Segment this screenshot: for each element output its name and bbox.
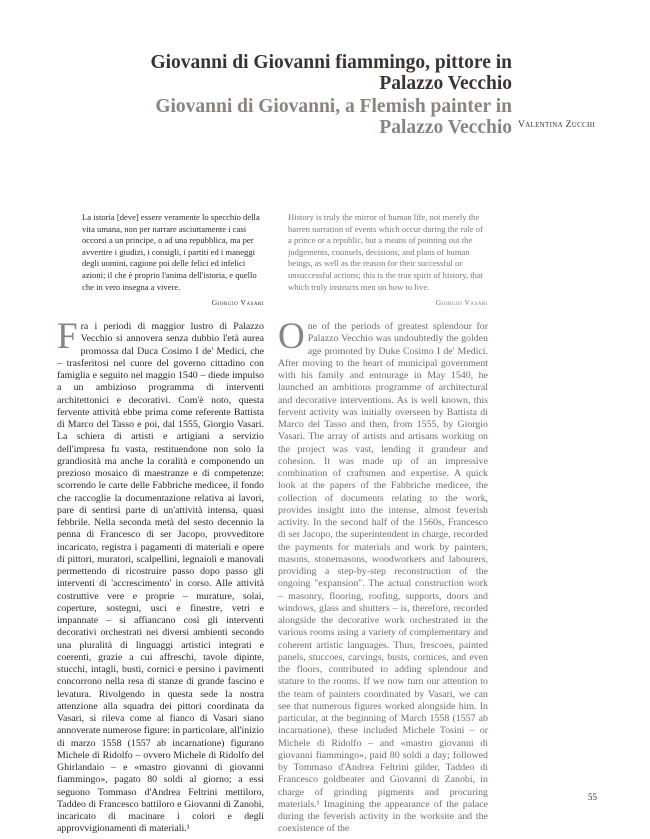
page-number: 55	[588, 792, 597, 802]
epigraph-italian-attribution: Giorgio Vasari	[211, 298, 264, 308]
epigraph-italian	[82, 212, 264, 309]
author-name: Valentina Zucchi	[518, 120, 595, 130]
epigraph-italian-text: La istoria [deve] essere veramente lo specchio della vita umana, non per narrare asciuttamente i casi occorsi a un principe, o ad una repubblica, ma per avvertire i giudizi, i consigli, i partiti ed i maneggi degli uomini, cagione poi delle felici ed infelici azioni; il che è proprio l'anima dell'istoria, e quello che in vero insegna a vivere.	[82, 212, 260, 292]
italian-body-text: ra i periodi di maggior lustro di Palazzo Vecchio si annovera senza dubbio l'età aurea promossa dal Duca Cosimo I de' Medici, che – trasferitosi nel cuore del governo cittadino con famiglia e seguito nel maggio 1540 – diede impulso a un ambizioso programma di interventi architettonici e decorativi. Com'è noto, questa fervente attività ebbe prima come referente Battista di Marco del Tasso e poi, dal 1555, Giorgio Vasari. La schiera di artisti e artigiani a servizio dell'impresa fu vasta, restituendone non solo la grandiosità ma anche la coralità e componendo un prezioso mosaico di maestranze e di competenze: scorrendo le carte delle Fabbriche medicee, il fondo che raccoglie la documentazione relativa ai lavori, pare di sentirsi parte di un'attività intensa, quasi febbrile. Nella seconda metà del sesto decennio la penna di Francesco di ser Jacopo, provveditore incaricato, registra i pagamenti di materiali e opere di pittori, muratori, scalpellini, legnaioli e manovali permettendo di ricostruire passo dopo passo gli interventi di 'accrescimento' in corso. Alle attività costruttive vere e proprie – murature, solai, coperture, sostegni, usci e finestre, vetri e impannate – si affiancano così gli interventi decorativi orchestrati nei diversi ambienti secondo una pluralità di linguaggi artistici integrati e coerenti, grazie a cui affreschi, tavole dipinte, stucchi, intagli, busti, cornici e persino i pavimenti concorrono nella resa di stanze di grande fascino e levatura. Rivolgendo in questa sede la nostra attenzione alla squadra dei pittori coordinata da Vasari, si rileva come al fianco di Vasari siano annoverate numerose figure: in particolare, all'inizio di marzo 1558 (1557 ab incarnatione) figurano Michele di Ridolfo – ovvero Michele di Ridolfo del Ghirlandaio – e «mastro giovanni di giovanni fiammingo», pagato 80 soldi al giorno; a essi seguono Tommaso d'Andrea Feltrini mettiloro, Taddeo di Francesco battiloro e Giovanni di Zanobi, incaricato di macinare i colori e degli approvvigionamenti di materiali.¹	[57, 321, 264, 835]
body-italian-column	[57, 316, 264, 836]
italian-dropcap: F	[57, 316, 78, 357]
english-body-text: ne of the periods of greatest splendour for Palazzo Vecchio was undoubtedly the golden age promoted by Duke Cosimo I de' Medici. After moving to the heart of municipal government with his family and entourage in May 1540, he launched an ambitious programme of architectural and decorative interventions. As is well known, this fervent activity was initially overseen by Battista di Marco del Tasso and then, from 1555, by Giorgio Vasari. The array of artists and artisans working on the project was vast, lending it grandeur and cohesion. It was made up of an impressive combination of craftsmen and expertise. A quick look at the papers of the Fabbriche medicee, the collection of documents relating to the work, provides insight into the intense, almost feverish activity. In the second half of the 1560s, Francesco di ser Jacopo, the superintendent in charge, recorded the payments for materials and work by painters, masons, stonemasons, woodworkers and labourers, providing a step-by-step reconstruction of the ongoing "expansion". The actual construction work – masonry, flooring, roofing, supports, doors and windows, glass and shutters – is, therefore, recorded alongside the decorative work orchestrated in the various rooms using a variety of complementary and coherent artistic languages. Thus, frescoes, painted panels, stuccoes, carvings, busts, cornices, and even the floors, contributed to adding splendour and stature to the rooms. If we now turn our attention to the team of painters coordinated by Vasari, we can see that numerous figures worked alongside him. In particular, at the beginning of March 1558 (1557 ab incarnatione), these included Michele Tosini – or Michele di Ridolfo – and «mastro giovanni di giovanni fiammingo», paid 80 soldi a day; followed by Tommaso d'Andrea Feltrini gilder, Taddeo di Francesco goldbeater and Giovanni di Zanobi, in charge of grinding pigments and procuring materials.¹ Imagining the appearance of the palace during the feverish activity in the worksite and the coexistence of the	[278, 321, 488, 835]
epigraph-english-text: History is truly the mirror of human life, not merely the barren narration of events which occur during the rule of a prince or a republic, but a means of pointing out the judgements, counsels, decisions, and plans of human beings, as well as the reason for their successful or unsuccessful actions; this is the true spirit of history, that which truly instructs men on how to live.	[288, 212, 484, 292]
english-dropcap: O	[278, 316, 305, 357]
epigraph-english	[288, 212, 488, 309]
body-english-column	[278, 316, 488, 836]
title-english: Giovanni di Giovanni, a Flemish painter in Palazzo Vecchio	[155, 96, 512, 138]
title-italian: Giovanni di Giovanni fiammingo, pittore in Palazzo Vecchio	[150, 52, 512, 94]
epigraph-english-attribution: Giorgio Vasari	[435, 298, 488, 308]
